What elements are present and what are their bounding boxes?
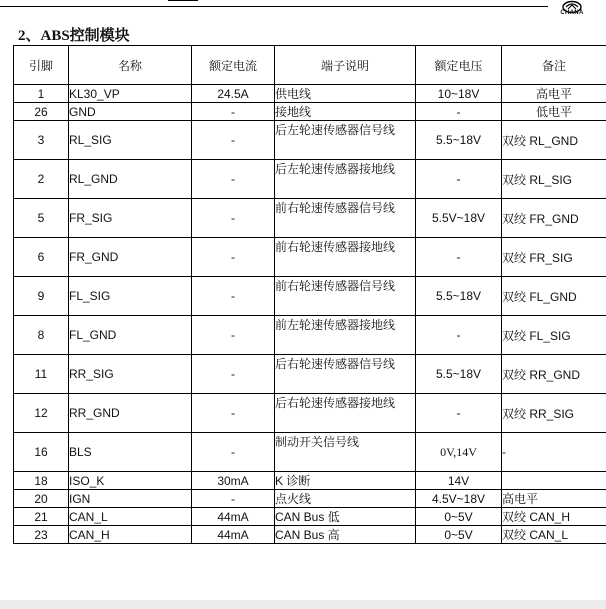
voltage-cell: 5.5~18V	[416, 277, 502, 316]
current-cell: -	[192, 490, 275, 508]
name-cell: GND	[69, 103, 192, 121]
name-cell: RL_GND	[69, 160, 192, 199]
voltage-cell: -	[416, 394, 502, 433]
pin-cell: 16	[14, 433, 69, 472]
note-cell: 高电平	[502, 85, 606, 103]
voltage-cell: 0~5V	[416, 508, 502, 526]
note-cell: 高电平	[502, 490, 606, 508]
col-header-pin: 引脚	[14, 46, 69, 85]
col-header-desc: 端子说明	[275, 46, 416, 85]
desc-cell: CAN Bus 低	[275, 508, 416, 526]
desc-cell: 制动开关信号线	[275, 433, 416, 472]
voltage-cell: -	[416, 103, 502, 121]
col-header-current: 额定电流	[192, 46, 275, 85]
note-cell: -	[502, 433, 606, 472]
pin-cell: 1	[14, 85, 69, 103]
note-cell: 双绞 RR_GND	[502, 355, 606, 394]
current-cell: 44mA	[192, 526, 275, 544]
pin-cell: 8	[14, 316, 69, 355]
name-cell: RR_SIG	[69, 355, 192, 394]
current-cell: -	[192, 394, 275, 433]
pin-cell: 12	[14, 394, 69, 433]
abs-pin-table	[13, 45, 606, 544]
table-row	[14, 160, 606, 199]
table-row	[14, 355, 606, 394]
current-cell: 24.5A	[192, 85, 275, 103]
name-cell: FR_SIG	[69, 199, 192, 238]
note-cell: 双绞 FR_SIG	[502, 238, 606, 277]
desc-cell: 前右轮速传感器接地线	[275, 238, 416, 277]
current-cell: -	[192, 199, 275, 238]
pin-cell: 26	[14, 103, 69, 121]
pin-cell: 20	[14, 490, 69, 508]
current-cell: -	[192, 316, 275, 355]
name-cell: FR_GND	[69, 238, 192, 277]
note-cell: 低电平	[502, 103, 606, 121]
voltage-cell: -	[416, 238, 502, 277]
current-cell: -	[192, 355, 275, 394]
table-row	[14, 103, 606, 121]
voltage-cell: -	[416, 160, 502, 199]
desc-cell: 点火线	[275, 490, 416, 508]
note-cell: 双绞 RL_GND	[502, 121, 606, 160]
table-row	[14, 490, 606, 508]
name-cell: ISO_K	[69, 472, 192, 490]
voltage-cell: 5.5~18V	[416, 121, 502, 160]
voltage-cell: -	[416, 316, 502, 355]
table-row	[14, 277, 606, 316]
pin-cell: 18	[14, 472, 69, 490]
pin-cell: 3	[14, 121, 69, 160]
table-row	[14, 433, 606, 472]
desc-cell: 后左轮速传感器接地线	[275, 160, 416, 199]
table-row	[14, 316, 606, 355]
note-cell: 双绞 FL_SIG	[502, 316, 606, 355]
voltage-cell: 10~18V	[416, 85, 502, 103]
desc-cell: 前左轮速传感器接地线	[275, 316, 416, 355]
current-cell: 30mA	[192, 472, 275, 490]
desc-cell: 前右轮速传感器信号线	[275, 277, 416, 316]
pin-cell: 11	[14, 355, 69, 394]
current-cell: -	[192, 103, 275, 121]
table-row	[14, 526, 606, 544]
name-cell: FL_SIG	[69, 277, 192, 316]
table-header-row	[14, 46, 606, 85]
table-row	[14, 508, 606, 526]
voltage-cell: 4.5V~18V	[416, 490, 502, 508]
pin-cell: 2	[14, 160, 69, 199]
desc-cell: 前右轮速传感器信号线	[275, 199, 416, 238]
voltage-cell: 0~5V	[416, 526, 502, 544]
voltage-cell: 0V,14V	[416, 433, 502, 472]
desc-cell: CAN Bus 高	[275, 526, 416, 544]
logo-text: CHANA	[560, 10, 584, 16]
pin-cell: 6	[14, 238, 69, 277]
name-cell: KL30_VP	[69, 85, 192, 103]
table-row	[14, 472, 606, 490]
current-cell: -	[192, 238, 275, 277]
header-rule-stub	[168, 0, 198, 1]
note-cell	[502, 472, 606, 490]
name-cell: RL_SIG	[69, 121, 192, 160]
table-row	[14, 394, 606, 433]
note-cell: 双绞 RR_SIG	[502, 394, 606, 433]
note-cell: 双绞 FL_GND	[502, 277, 606, 316]
table-row	[14, 85, 606, 103]
note-cell: 双绞 RL_SIG	[502, 160, 606, 199]
name-cell: CAN_L	[69, 508, 192, 526]
header-rule	[0, 6, 548, 7]
current-cell: -	[192, 277, 275, 316]
current-cell: 44mA	[192, 508, 275, 526]
table-row	[14, 199, 606, 238]
desc-cell: 供电线	[275, 85, 416, 103]
desc-cell: 后左轮速传感器信号线	[275, 121, 416, 160]
col-header-voltage: 额定电压	[416, 46, 502, 85]
pin-cell: 23	[14, 526, 69, 544]
col-header-note: 备注	[502, 46, 606, 85]
current-cell: -	[192, 160, 275, 199]
current-cell: -	[192, 433, 275, 472]
note-cell: 双绞 FR_GND	[502, 199, 606, 238]
pin-cell: 21	[14, 508, 69, 526]
table-row	[14, 121, 606, 160]
desc-cell: 后右轮速传感器信号线	[275, 355, 416, 394]
pin-cell: 9	[14, 277, 69, 316]
name-cell: RR_GND	[69, 394, 192, 433]
voltage-cell: 5.5V~18V	[416, 199, 502, 238]
section-title: 2、ABS控制模块	[18, 28, 130, 44]
desc-cell: 后右轮速传感器接地线	[275, 394, 416, 433]
note-cell: 双绞 CAN_L	[502, 526, 606, 544]
name-cell: FL_GND	[69, 316, 192, 355]
name-cell: CAN_H	[69, 526, 192, 544]
name-cell: BLS	[69, 433, 192, 472]
name-cell: IGN	[69, 490, 192, 508]
table-row	[14, 238, 606, 277]
current-cell: -	[192, 121, 275, 160]
pin-cell: 5	[14, 199, 69, 238]
voltage-cell: 14V	[416, 472, 502, 490]
desc-cell: K 诊断	[275, 472, 416, 490]
note-cell: 双绞 CAN_H	[502, 508, 606, 526]
page-bottom-band	[0, 600, 606, 609]
desc-cell: 接地线	[275, 103, 416, 121]
col-header-name: 名称	[69, 46, 192, 85]
voltage-cell: 5.5~18V	[416, 355, 502, 394]
